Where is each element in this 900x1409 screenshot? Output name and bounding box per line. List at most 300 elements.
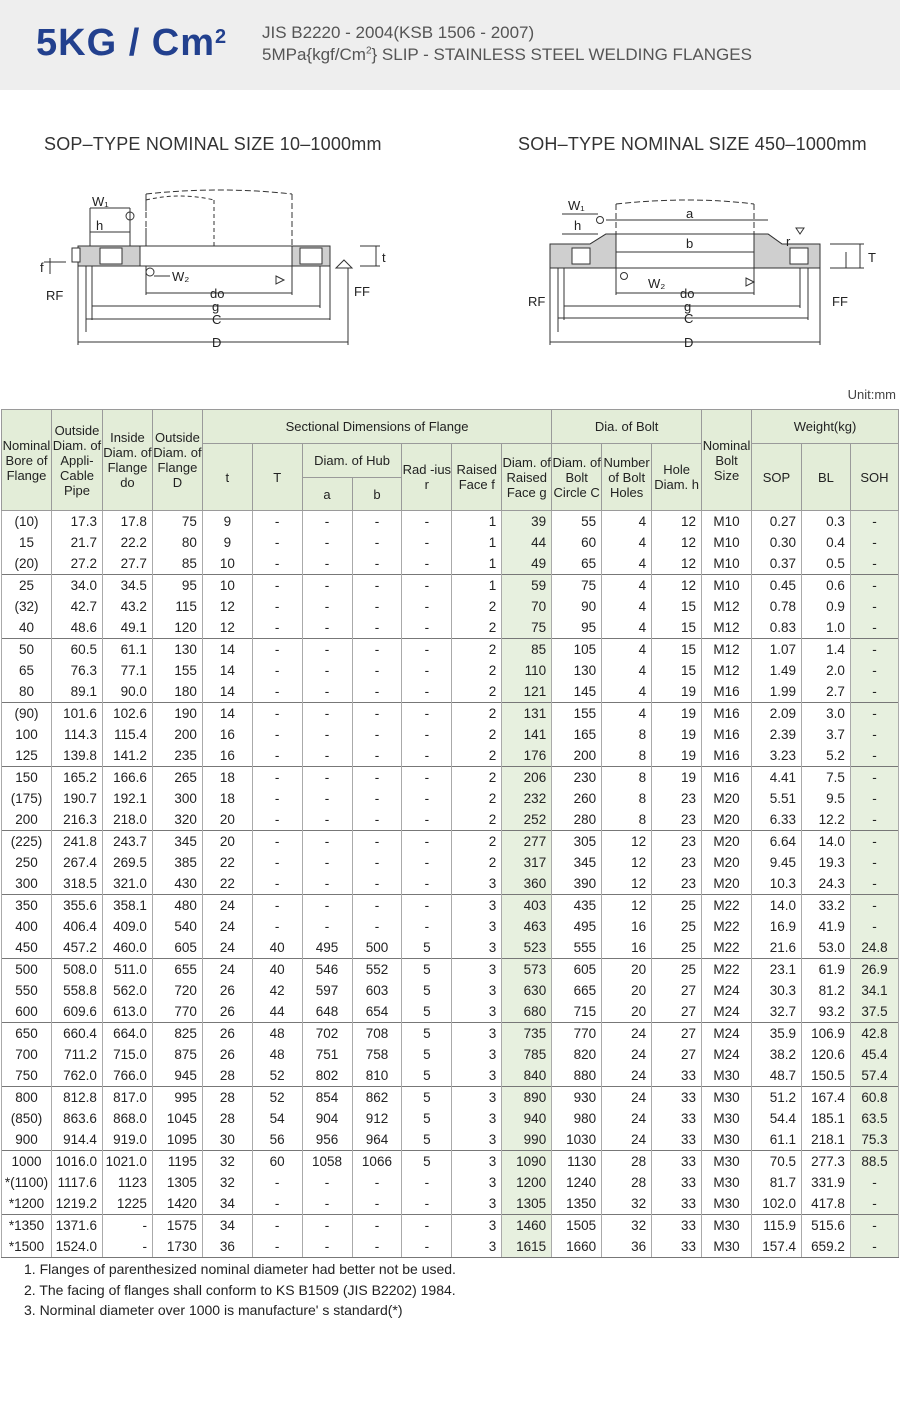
- table-cell: -: [850, 788, 898, 809]
- table-cell: 200: [152, 724, 202, 745]
- th-diam-raised: Diam. of Raised Face g: [502, 444, 552, 511]
- table-cell: 60.5: [51, 639, 102, 661]
- table-cell: 4: [602, 681, 652, 703]
- product-line-b: } SLIP - STAINLESS STEEL WELDING FLANGES: [371, 45, 752, 64]
- table-cell: 4: [602, 617, 652, 639]
- table-cell: 360: [502, 873, 552, 895]
- table-cell: 1225: [102, 1193, 152, 1215]
- table-cell: 190: [152, 703, 202, 725]
- table-cell: 32: [602, 1193, 652, 1215]
- table-cell: 53.0: [801, 937, 850, 959]
- table-cell: 358.1: [102, 895, 152, 917]
- table-cell: -: [402, 681, 452, 703]
- sop-label-d: D: [212, 335, 222, 350]
- table-cell: 12: [602, 852, 652, 873]
- table-cell: 1045: [152, 1108, 202, 1129]
- table-cell: 206: [502, 767, 552, 789]
- table-cell: -: [302, 681, 352, 703]
- table-cell: 3: [452, 1129, 502, 1151]
- table-cell: -: [402, 895, 452, 917]
- table-cell: 45.4: [850, 1044, 898, 1065]
- table-cell: 125: [2, 745, 52, 767]
- table-cell: M22: [702, 959, 752, 981]
- note-3: 3. Norminal diameter over 1000 is manufacture' s standard(*): [24, 1302, 403, 1318]
- table-cell: 24: [202, 937, 252, 959]
- table-cell: M30: [702, 1087, 752, 1109]
- table-cell: 4: [602, 575, 652, 597]
- table-cell: 19: [652, 681, 702, 703]
- table-cell: 1.99: [752, 681, 802, 703]
- table-cell: 3: [452, 1023, 502, 1045]
- table-cell: -: [252, 1215, 302, 1237]
- standard-line: JIS B2220 - 2004(KSB 1506 - 2007): [262, 23, 535, 42]
- table-cell: -: [252, 916, 302, 937]
- table-cell: -: [402, 1215, 452, 1237]
- table-cell: 75: [502, 617, 552, 639]
- table-cell: 50: [2, 639, 52, 661]
- table-cell: 12.2: [801, 809, 850, 831]
- table-cell: 702: [302, 1023, 352, 1045]
- table-cell: 14.0: [752, 895, 802, 917]
- table-cell: 0.9: [801, 596, 850, 617]
- soh-label-r: r: [786, 234, 791, 249]
- table-cell: 33: [652, 1215, 702, 1237]
- table-cell: 2: [452, 681, 502, 703]
- table-cell: 8: [602, 788, 652, 809]
- table-cell: 1615: [502, 1236, 552, 1258]
- table-cell: -: [352, 724, 402, 745]
- table-row: [2, 1044, 899, 1065]
- table-cell: -: [402, 511, 452, 533]
- pressure-superscript: 2: [215, 26, 228, 48]
- table-cell: -: [252, 831, 302, 853]
- table-row: [2, 1065, 899, 1087]
- table-cell: 33: [652, 1108, 702, 1129]
- table-cell: 914.4: [51, 1129, 102, 1151]
- table-cell: -: [850, 660, 898, 681]
- table-cell: -: [352, 511, 402, 533]
- table-cell: 33: [652, 1193, 702, 1215]
- table-cell: M24: [702, 1023, 752, 1045]
- table-cell: 145: [552, 681, 602, 703]
- table-cell: 613.0: [102, 1001, 152, 1023]
- table-cell: 200: [552, 745, 602, 767]
- table-cell: -: [252, 532, 302, 553]
- table-row: [2, 532, 899, 553]
- table-cell: 345: [552, 852, 602, 873]
- table-cell: -: [352, 852, 402, 873]
- table-cell: 33: [652, 1151, 702, 1173]
- product-line: [262, 45, 752, 65]
- table-cell: 540: [152, 916, 202, 937]
- soh-title: SOH–TYPE NOMINAL SIZE 450–1000mm: [518, 134, 867, 154]
- table-cell: 2.39: [752, 724, 802, 745]
- table-cell: 157.4: [752, 1236, 802, 1258]
- table-cell: -: [850, 532, 898, 553]
- table-cell: 8: [602, 767, 652, 789]
- table-cell: -: [252, 1193, 302, 1215]
- table-cell: 36: [202, 1236, 252, 1258]
- table-cell: 1730: [152, 1236, 202, 1258]
- table-cell: 18: [202, 767, 252, 789]
- soh-label-t: T: [868, 250, 876, 265]
- th-outside-diam-pipe: Outside Diam. of Appli-Cable Pipe: [51, 410, 102, 511]
- table-cell: 8: [602, 745, 652, 767]
- th-sop: SOP: [752, 444, 802, 511]
- table-cell: -: [252, 1172, 302, 1193]
- table-cell: 55: [552, 511, 602, 533]
- sop-label-do: do: [210, 286, 225, 301]
- table-cell: 32: [202, 1151, 252, 1173]
- table-cell: 305: [552, 831, 602, 853]
- th-raised-face: Raised Face f: [452, 444, 502, 511]
- table-cell: 21.7: [51, 532, 102, 553]
- table-cell: M22: [702, 937, 752, 959]
- table-cell: -: [402, 575, 452, 597]
- table-cell: 715.0: [102, 1044, 152, 1065]
- table-cell: -: [850, 831, 898, 853]
- table-cell: 1505: [552, 1215, 602, 1237]
- table-cell: 406.4: [51, 916, 102, 937]
- table-cell: 24.3: [801, 873, 850, 895]
- table-cell: 2: [452, 639, 502, 661]
- table-row: [2, 511, 899, 533]
- table-cell: -: [352, 1172, 402, 1193]
- table-cell: -: [402, 1193, 452, 1215]
- table-cell: 24: [602, 1108, 652, 1129]
- table-cell: 660.4: [51, 1023, 102, 1045]
- table-cell: -: [302, 767, 352, 789]
- table-cell: 4: [602, 511, 652, 533]
- table-cell: 269.5: [102, 852, 152, 873]
- table-cell: 854: [302, 1087, 352, 1109]
- table-cell: -: [850, 724, 898, 745]
- table-cell: -: [302, 553, 352, 575]
- table-cell: 1130: [552, 1151, 602, 1173]
- table-cell: 235: [152, 745, 202, 767]
- table-cell: 61.9: [801, 959, 850, 981]
- table-cell: 49: [502, 553, 552, 575]
- table-cell: 800: [2, 1087, 52, 1109]
- table-cell: -: [352, 617, 402, 639]
- table-row: [2, 895, 899, 917]
- table-cell: 711.2: [51, 1044, 102, 1065]
- table-cell: 70: [502, 596, 552, 617]
- table-cell: 3: [452, 1236, 502, 1258]
- table-cell: 6.64: [752, 831, 802, 853]
- table-cell: -: [102, 1236, 152, 1258]
- table-cell: 1058: [302, 1151, 352, 1173]
- table-cell: M24: [702, 1044, 752, 1065]
- table-cell: 280: [552, 809, 602, 831]
- table-cell: M16: [702, 745, 752, 767]
- table-cell: 81.2: [801, 980, 850, 1001]
- table-cell: 2: [452, 767, 502, 789]
- table-cell: 15: [652, 639, 702, 661]
- table-cell: -: [252, 852, 302, 873]
- table-cell: 665: [552, 980, 602, 1001]
- table-cell: 23: [652, 809, 702, 831]
- table-cell: -: [352, 1193, 402, 1215]
- table-cell: M12: [702, 617, 752, 639]
- table-cell: -: [850, 1172, 898, 1193]
- sop-label-g: g: [212, 299, 220, 314]
- table-cell: 820: [552, 1044, 602, 1065]
- table-cell: -: [352, 553, 402, 575]
- table-cell: 52: [252, 1087, 302, 1109]
- table-cell: -: [252, 596, 302, 617]
- table-cell: 12: [652, 575, 702, 597]
- table-cell: -: [302, 511, 352, 533]
- table-cell: 321.0: [102, 873, 152, 895]
- table-cell: 192.1: [102, 788, 152, 809]
- table-cell: 16: [602, 937, 652, 959]
- table-cell: 715: [552, 1001, 602, 1023]
- table-cell: 49.1: [102, 617, 152, 639]
- table-cell: 770: [552, 1023, 602, 1045]
- table-cell: 141: [502, 724, 552, 745]
- table-cell: (32): [2, 596, 52, 617]
- table-cell: 573: [502, 959, 552, 981]
- table-cell: -: [352, 596, 402, 617]
- table-cell: -: [352, 873, 402, 895]
- table-cell: 648: [302, 1001, 352, 1023]
- sop-label-w1: W₁: [92, 194, 109, 209]
- table-cell: -: [302, 895, 352, 917]
- table-cell: 150: [2, 767, 52, 789]
- table-cell: -: [302, 745, 352, 767]
- table-cell: -: [302, 1172, 352, 1193]
- table-cell: 1240: [552, 1172, 602, 1193]
- th-dia-bolt: Dia. of Bolt: [552, 410, 702, 444]
- table-cell: -: [402, 831, 452, 853]
- table-cell: 16: [602, 916, 652, 937]
- table-cell: (850): [2, 1108, 52, 1129]
- table-cell: -: [352, 703, 402, 725]
- th-inside-diam: Inside Diam. of Flange do: [102, 410, 152, 511]
- table-cell: 1: [452, 532, 502, 553]
- th-soh: SOH: [850, 444, 898, 511]
- table-cell: 1.0: [801, 617, 850, 639]
- table-cell: -: [252, 639, 302, 661]
- table-cell: 770: [152, 1001, 202, 1023]
- table-cell: 15: [2, 532, 52, 553]
- table-cell: -: [402, 788, 452, 809]
- table-cell: 51.2: [752, 1087, 802, 1109]
- table-cell: -: [302, 596, 352, 617]
- table-cell: 3: [452, 1108, 502, 1129]
- table-cell: 5: [402, 1001, 452, 1023]
- table-cell: 758: [352, 1044, 402, 1065]
- table-cell: 39: [502, 511, 552, 533]
- table-cell: 131: [502, 703, 552, 725]
- table-cell: 900: [2, 1129, 52, 1151]
- table-cell: 130: [152, 639, 202, 661]
- table-cell: 14: [202, 660, 252, 681]
- table-cell: 1575: [152, 1215, 202, 1237]
- table-cell: 558.8: [51, 980, 102, 1001]
- table-cell: -: [252, 788, 302, 809]
- table-cell: 5: [402, 1065, 452, 1087]
- table-cell: -: [850, 511, 898, 533]
- table-cell: 680: [502, 1001, 552, 1023]
- table-cell: 36: [602, 1236, 652, 1258]
- table-cell: 30: [202, 1129, 252, 1151]
- table-cell: 115.9: [752, 1215, 802, 1237]
- table-cell: 3: [452, 1193, 502, 1215]
- table-cell: M10: [702, 553, 752, 575]
- table-cell: -: [302, 575, 352, 597]
- table-cell: 1371.6: [51, 1215, 102, 1237]
- table-cell: 95: [552, 617, 602, 639]
- table-cell: 32.7: [752, 1001, 802, 1023]
- table-cell: 185.1: [801, 1108, 850, 1129]
- table-cell: 9: [202, 532, 252, 553]
- table-cell: 218.1: [801, 1129, 850, 1151]
- table-cell: 1219.2: [51, 1193, 102, 1215]
- table-cell: 60.8: [850, 1087, 898, 1109]
- table-cell: 964: [352, 1129, 402, 1151]
- table-cell: 25: [652, 895, 702, 917]
- th-a: a: [302, 478, 352, 511]
- table-cell: 511.0: [102, 959, 152, 981]
- soh-label-ff: FF: [832, 294, 848, 309]
- table-cell: 345: [152, 831, 202, 853]
- table-cell: 4.41: [752, 767, 802, 789]
- table-cell: 155: [152, 660, 202, 681]
- table-cell: 562.0: [102, 980, 152, 1001]
- table-cell: 80: [152, 532, 202, 553]
- table-cell: 15: [652, 660, 702, 681]
- table-cell: 515.6: [801, 1215, 850, 1237]
- table-cell: 785: [502, 1044, 552, 1065]
- table-cell: -: [850, 1215, 898, 1237]
- table-cell: 5: [402, 937, 452, 959]
- th-b: b: [352, 478, 402, 511]
- table-cell: -: [402, 1172, 452, 1193]
- table-cell: 20: [602, 980, 652, 1001]
- table-cell: 176: [502, 745, 552, 767]
- table-cell: M10: [702, 532, 752, 553]
- table-cell: 80: [2, 681, 52, 703]
- table-cell: 2.0: [801, 660, 850, 681]
- soh-label-g: g: [684, 299, 692, 314]
- table-cell: 165.2: [51, 767, 102, 789]
- table-cell: 480: [152, 895, 202, 917]
- table-cell: 48: [252, 1044, 302, 1065]
- table-cell: 930: [552, 1087, 602, 1109]
- table-cell: 300: [2, 873, 52, 895]
- table-cell: 17.3: [51, 511, 102, 533]
- table-cell: 1016.0: [51, 1151, 102, 1173]
- table-cell: 19.3: [801, 852, 850, 873]
- table-cell: 12: [202, 596, 252, 617]
- table-cell: 65: [552, 553, 602, 575]
- table-cell: 130: [552, 660, 602, 681]
- table-cell: 38.2: [752, 1044, 802, 1065]
- table-cell: 2: [452, 617, 502, 639]
- table-cell: -: [352, 660, 402, 681]
- table-cell: 20: [602, 1001, 652, 1023]
- table-cell: 218.0: [102, 809, 152, 831]
- table-cell: 76.3: [51, 660, 102, 681]
- table-cell: -: [352, 532, 402, 553]
- table-cell: M10: [702, 511, 752, 533]
- table-cell: 700: [2, 1044, 52, 1065]
- table-cell: 630: [502, 980, 552, 1001]
- table-cell: 940: [502, 1108, 552, 1129]
- table-cell: 4: [602, 532, 652, 553]
- soh-label-rf: RF: [528, 294, 546, 309]
- table-cell: -: [252, 1236, 302, 1258]
- table-cell: *1350: [2, 1215, 52, 1237]
- table-cell: 1123: [102, 1172, 152, 1193]
- table-cell: 37.5: [850, 1001, 898, 1023]
- table-cell: 4: [602, 703, 652, 725]
- table-cell: 1.49: [752, 660, 802, 681]
- table-row: [2, 831, 899, 853]
- table-cell: 10.3: [752, 873, 802, 895]
- table-cell: 300: [152, 788, 202, 809]
- table-cell: -: [402, 767, 452, 789]
- product-line-a: 5MPa{kgf/Cm: [262, 45, 366, 64]
- table-row: [2, 1236, 899, 1258]
- table-cell: 25: [652, 959, 702, 981]
- table-cell: 912: [352, 1108, 402, 1129]
- th-t: t: [202, 444, 252, 511]
- table-cell: 0.3: [801, 511, 850, 533]
- table-row: [2, 916, 899, 937]
- table-cell: -: [302, 788, 352, 809]
- soh-label-do: do: [680, 286, 695, 301]
- table-cell: 5.2: [801, 745, 850, 767]
- table-cell: 3: [452, 1151, 502, 1173]
- soh-label-w1: W₁: [568, 198, 585, 213]
- table-cell: 8: [602, 809, 652, 831]
- table-cell: 34.5: [102, 575, 152, 597]
- th-outside-diam: Outside Diam. of Flange D: [152, 410, 202, 511]
- table-cell: 3: [452, 959, 502, 981]
- table-cell: -: [850, 1236, 898, 1258]
- table-cell: 19: [652, 745, 702, 767]
- table-row: [2, 1151, 899, 1173]
- table-cell: 390: [552, 873, 602, 895]
- table-cell: 24: [602, 1044, 652, 1065]
- table-cell: 33: [652, 1236, 702, 1258]
- table-cell: 19: [652, 767, 702, 789]
- table-cell: 2: [452, 852, 502, 873]
- table-row: [2, 660, 899, 681]
- table-cell: -: [402, 916, 452, 937]
- table-cell: -: [850, 639, 898, 661]
- table-cell: 875: [152, 1044, 202, 1065]
- th-nominal-bore: Nominal Bore of Flange: [2, 410, 52, 511]
- table-cell: 3: [452, 895, 502, 917]
- table-cell: 495: [302, 937, 352, 959]
- table-cell: 23: [652, 852, 702, 873]
- table-cell: 605: [152, 937, 202, 959]
- table-cell: 19: [652, 703, 702, 725]
- table-cell: -: [102, 1215, 152, 1237]
- notes: [24, 1259, 456, 1321]
- table-cell: 26: [202, 980, 252, 1001]
- table-cell: 990: [502, 1129, 552, 1151]
- table-cell: 12: [602, 831, 652, 853]
- table-cell: 5.51: [752, 788, 802, 809]
- table-cell: -: [252, 660, 302, 681]
- table-cell: 12: [652, 553, 702, 575]
- table-cell: 15: [652, 617, 702, 639]
